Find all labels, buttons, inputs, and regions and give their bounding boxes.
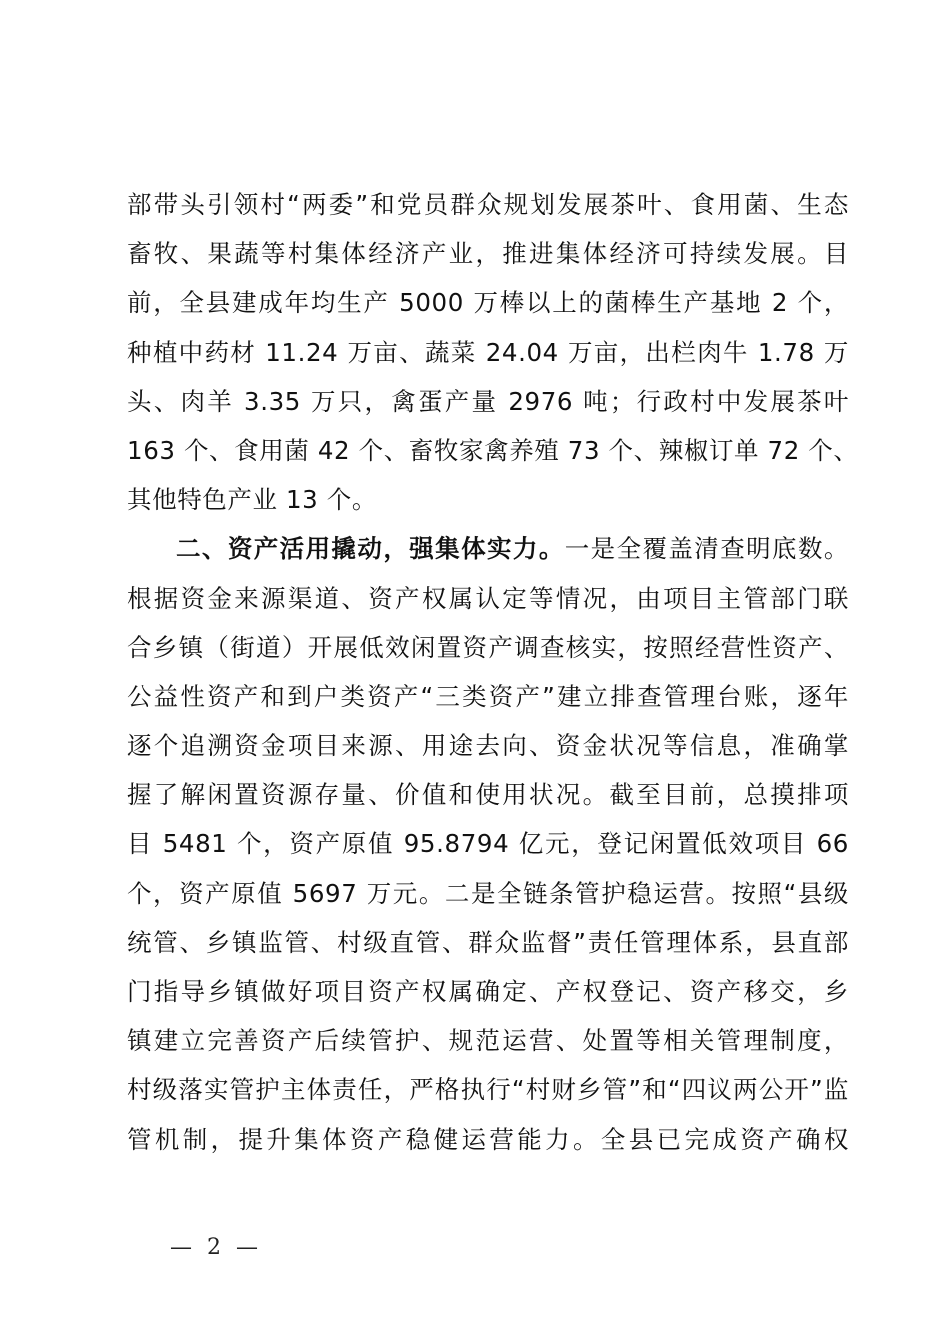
text-line: 种植中药材 11.24 万亩、蔬菜 24.04 万亩，出栏肉牛 1.78 万 (127, 337, 849, 367)
text-line: 统管、乡镇监管、村级直管、群众监督”责任管理体系，县直部 (127, 927, 849, 957)
section-heading: 二、资产活用撬动，强集体实力。 (176, 534, 565, 564)
paragraph-first-line (127, 524, 849, 573)
text-line: 管机制，提升集体资产稳健运营能力。全县已完成资产确权 (127, 1124, 849, 1154)
body-text (127, 180, 859, 1164)
text-line: 畜牧、果蔬等村集体经济产业，推进集体经济可持续发展。目 (127, 239, 849, 269)
text-line: 公益性资产和到户类资产“三类资产”建立排查管理台账，逐年 (127, 681, 849, 711)
text-line: 前，全县建成年均生产 5000 万棒以上的菌棒生产基地 2 个， (127, 288, 849, 318)
text-line: 目 5481 个，资产原值 95.8794 亿元，登记闲置低效项目 66 (127, 829, 849, 859)
text-line: 163 个、食用菌 42 个、畜牧家禽养殖 73 个、辣椒订单 72 个、 (127, 435, 859, 465)
paragraph-1 (127, 180, 859, 524)
first-line-text: 一是全覆盖清查明底数。 (564, 534, 849, 564)
text-line: 逐个追溯资金项目来源、用途去向、资金状况等信息，准确掌 (127, 731, 849, 761)
text-line: 部带头引领村“两委”和党员群众规划发展茶叶、食用菌、生态 (127, 190, 849, 219)
text-line: 合乡镇（街道）开展低效闲置资产调查核实，按照经营性资产、 (127, 632, 849, 662)
text-line: 根据资金来源渠道、资产权属认定等情况，由项目主管部门联 (127, 583, 849, 613)
text-line: 村级落实管护主体责任，严格执行“村财乡管”和“四议两公开”监 (127, 1075, 849, 1105)
text-line: 个，资产原值 5697 万元。二是全链条管护稳运营。按照“县级 (127, 878, 849, 908)
text-line: 握了解闲置资源存量、价值和使用状况。截至目前，总摸排项 (127, 780, 849, 810)
text-line: 门指导乡镇做好项目资产权属确定、产权登记、资产移交，乡 (127, 977, 849, 1006)
text-line: 头、肉羊 3.35 万只，禽蛋产量 2976 吨；行政村中发展茶叶 (127, 386, 849, 416)
page-number: — 2 — (170, 1235, 262, 1260)
paragraph-2 (127, 524, 849, 1163)
text-line-last: 其他特色产业 13 个。 (127, 485, 377, 515)
text-line: 镇建立完善资产后续管护、规范运营、处置等相关管理制度， (127, 1026, 849, 1056)
